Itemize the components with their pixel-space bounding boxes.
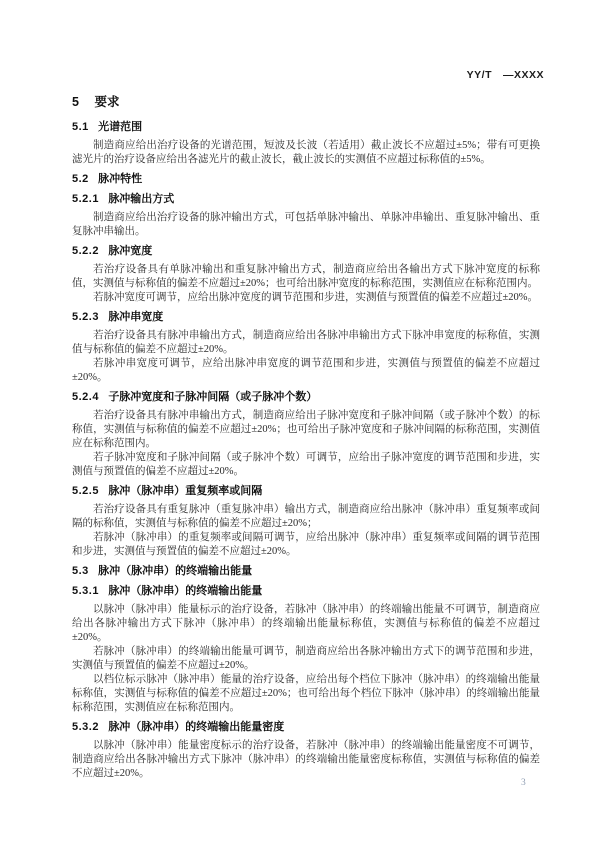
section-number: 5.2.2	[72, 245, 99, 257]
section-heading-5-2	[72, 172, 540, 187]
section-number: 5.2	[72, 173, 89, 185]
section-heading-5-2-4	[72, 390, 540, 405]
paragraph: 以脉冲（脉冲串）能量标示的治疗设备，若脉冲（脉冲串）的终端输出能量不可调节，制造商应给出各脉冲输出方式下脉冲（脉冲串）的终端输出能量标称值，实测值与标称值的偏差不应超过±20%。	[72, 604, 540, 643]
section-number: 5.2.4	[72, 391, 99, 403]
section-heading-5-3-2	[72, 720, 540, 735]
section-heading-5-2-1	[72, 192, 540, 207]
section-title: 脉冲（脉冲串）的终端输出能量	[108, 585, 263, 597]
paragraph: 若治疗设备具有脉冲串输出方式，制造商应给出子脉冲宽度和子脉冲间隔（或子脉冲个数）的标称值，实测值与标称值的偏差不应超过±20%；也可给出子脉冲宽度和子脉冲间隔的标称范围，实测值应在标称范围内。	[72, 410, 540, 449]
section-heading-5	[72, 94, 540, 111]
section-heading-5-2-2	[72, 244, 540, 259]
paragraph: 若子脉冲宽度和子脉冲间隔（或子脉冲个数）可调节，应给出子脉冲宽度的调节范围和步进，实测值与预置值的偏差不应超过±20%。	[72, 452, 540, 477]
section-title: 脉冲输出方式	[108, 193, 175, 205]
section-number: 5.2.5	[72, 485, 99, 497]
section-title: 脉冲（脉冲串）的终端输出能量	[98, 565, 253, 577]
paragraph: 若脉冲串宽度可调节，应给出脉冲串宽度的调节范围和步进，实测值与预置值的偏差不应超过±20%。	[72, 358, 540, 383]
section-number: 5.3.2	[72, 721, 99, 733]
section-number: 5	[72, 95, 80, 109]
section-heading-5-3-1	[72, 584, 540, 599]
section-number: 5.1	[72, 121, 89, 133]
paragraph: 若治疗设备具有脉冲串输出方式，制造商应给出各脉冲串输出方式下脉冲串宽度的标称值，实测值与标称值的偏差不应超过±20%。	[72, 330, 540, 355]
section-number: 5.2.1	[72, 193, 99, 205]
paragraph: 若治疗设备具有单脉冲输出和重复脉冲输出方式，制造商应给出各输出方式下脉冲宽度的标称值，实测值与标称值的偏差不应超过±20%；也可给出脉冲宽度的标称范围，实测值应在标称范围内。	[72, 264, 540, 289]
section-number: 5.2.3	[72, 311, 99, 323]
section-heading-5-2-3	[72, 310, 540, 325]
section-title: 脉冲宽度	[108, 245, 153, 257]
running-head-standard-number: YY/T —XXXX	[466, 69, 544, 81]
section-title: 脉冲串宽度	[108, 311, 164, 323]
paragraph: 以档位标示脉冲（脉冲串）能量的治疗设备，应给出每个档位下脉冲（脉冲串）的终端输出能量标称值，实测值与标称值的偏差不应超过±20%；也可给出每个档位下脉冲（脉冲串）的终端输出能量标称范围，实测值应在标称范围内。	[72, 674, 540, 713]
paragraph: 若脉冲（脉冲串）的重复频率或间隔可调节，应给出脉冲（脉冲串）重复频率或间隔的调节范围和步进，实测值与预置值的偏差不应超过±20%。	[72, 532, 540, 557]
section-title: 要求	[94, 95, 120, 109]
section-title: 脉冲特性	[98, 173, 143, 185]
page-number: 3	[521, 778, 526, 788]
section-number: 5.3.1	[72, 585, 99, 597]
paragraph: 若脉冲（脉冲串）的终端输出能量可调节，制造商应给出各脉冲输出方式下的调节范围和步进，实测值与预置值的偏差不应超过±20%。	[72, 646, 540, 671]
paragraph: 若脉冲宽度可调节，应给出脉冲宽度的调节范围和步进，实测值与预置值的偏差不应超过±20%。	[93, 292, 539, 303]
section-title: 子脉冲宽度和子脉冲间隔（或子脉冲个数）	[108, 391, 318, 403]
paragraph: 以脉冲（脉冲串）能量密度标示的治疗设备，若脉冲（脉冲串）的终端输出能量密度不可调节，制造商应给出各脉冲输出方式下脉冲（脉冲串）的终端输出能量密度标称值，实测值与标称值的偏差不应超过±20%。	[72, 740, 540, 779]
section-heading-5-3	[72, 564, 540, 579]
section-heading-5-1	[72, 120, 540, 135]
paragraph: 制造商应给出治疗设备的光谱范围，短波及长波（若适用）截止波长不应超过±5%；带有可更换滤光片的治疗设备应给出各滤光片的截止波长，截止波长的实测值不应超过标称值的±5%。	[72, 140, 540, 165]
section-title: 光谱范围	[98, 121, 143, 133]
document-body	[72, 94, 540, 781]
paragraph: 若治疗设备具有重复脉冲（重复脉冲串）输出方式，制造商应给出脉冲（脉冲串）重复频率或间隔的标称值，实测值与标称值的偏差不应超过±20%；	[72, 504, 540, 529]
paragraph: 制造商应给出治疗设备的脉冲输出方式，可包括单脉冲输出、单脉冲串输出、重复脉冲输出、重复脉冲串输出。	[72, 212, 540, 237]
section-number: 5.3	[72, 565, 89, 577]
section-heading-5-2-5	[72, 484, 540, 499]
section-title: 脉冲（脉冲串）的终端输出能量密度	[108, 721, 285, 733]
section-title: 脉冲（脉冲串）重复频率或间隔	[108, 485, 263, 497]
